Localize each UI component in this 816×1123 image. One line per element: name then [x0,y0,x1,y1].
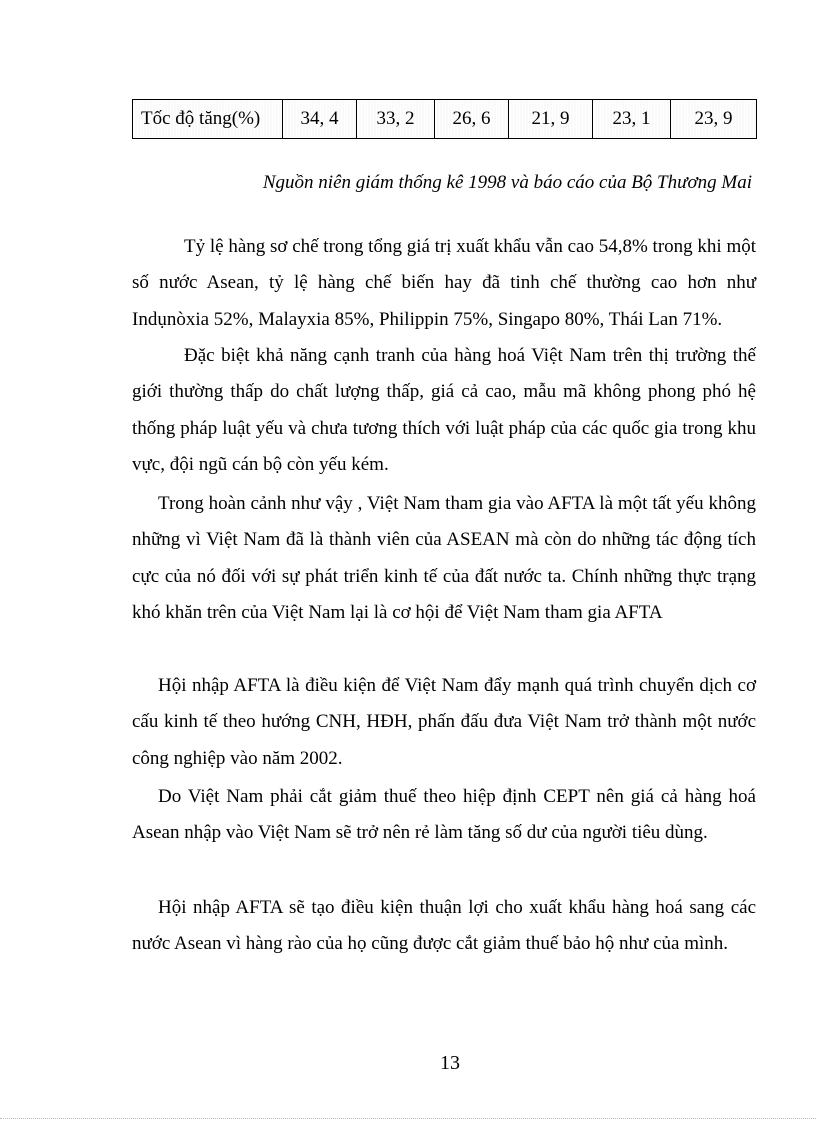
table-cell: 33, 2 [357,100,435,139]
paragraph: Tỷ lệ hàng sơ chế trong tổng giá trị xuất khẩu vẫn cao 54,8% trong khi một số nước Asean, tỷ lệ hàng chế biến hay đã tinh chế thường cao hơn như Indụnòxia 52%, Malayxia 85%, Philippin 75%, Singapo 80%, Thái Lan 71%. [132,236,757,330]
source-note: Nguồn niên giám thống kê 1998 và báo cáo của Bộ Thương Mai [262,172,752,193]
table-cell: 34, 4 [283,100,357,139]
growth-rate-table [132,99,757,139]
table-cell: 21, 9 [509,100,593,139]
paragraph: Trong hoàn cảnh như vậy , Việt Nam tham gia vào AFTA là một tất yếu không những vì Việt Nam đã là thành viên của ASEAN mà còn do những tác động tích cực của nó đối với sự phát triển kinh tế của đất nước ta. Chính những thực trạng khó khăn trên của Việt Nam lại là cơ hội để Việt Nam tham gia AFTA [132,493,756,623]
page-bottom-divider [0,1118,816,1119]
table-cell: 23, 1 [593,100,671,139]
paragraph: Hội nhập AFTA sẽ tạo điều kiện thuận lợi cho xuất khẩu hàng hoá sang các nước Asean vì hàng rào của họ cũng được cắt giảm thuế bảo hộ như của mình. [132,897,756,955]
paragraph: Hội nhập AFTA là điều kiện để Việt Nam đẩy mạnh quá trình chuyển dịch cơ cấu kinh tế theo hướng CNH, HĐH, phấn đấu đưa Việt Nam trở thành một nước công nghiệp vào năm 2002. [132,675,756,769]
page-number: 13 [440,1052,460,1074]
table-row [133,100,757,139]
paragraph: Đặc biệt khả năng cạnh tranh của hàng hoá Việt Nam trên thị trường thế giới thường thấp do chất lượng thấp, giá cả cao, mẫu mã không phong phó hệ thống pháp luật yếu và chưa tương thích với luật pháp của các quốc gia trong khu vực, đội ngũ cán bộ còn yếu kém. [132,345,756,475]
table-cell: 23, 9 [671,100,757,139]
table-cell: 26, 6 [435,100,509,139]
row-label: Tốc độ tăng(%) [133,100,283,139]
paragraph: Do Việt Nam phải cắt giảm thuế theo hiệp định CEPT nên giá cả hàng hoá Asean nhập vào Việt Nam sẽ trở nên rẻ làm tăng số dư của người tiêu dùng. [132,786,756,844]
